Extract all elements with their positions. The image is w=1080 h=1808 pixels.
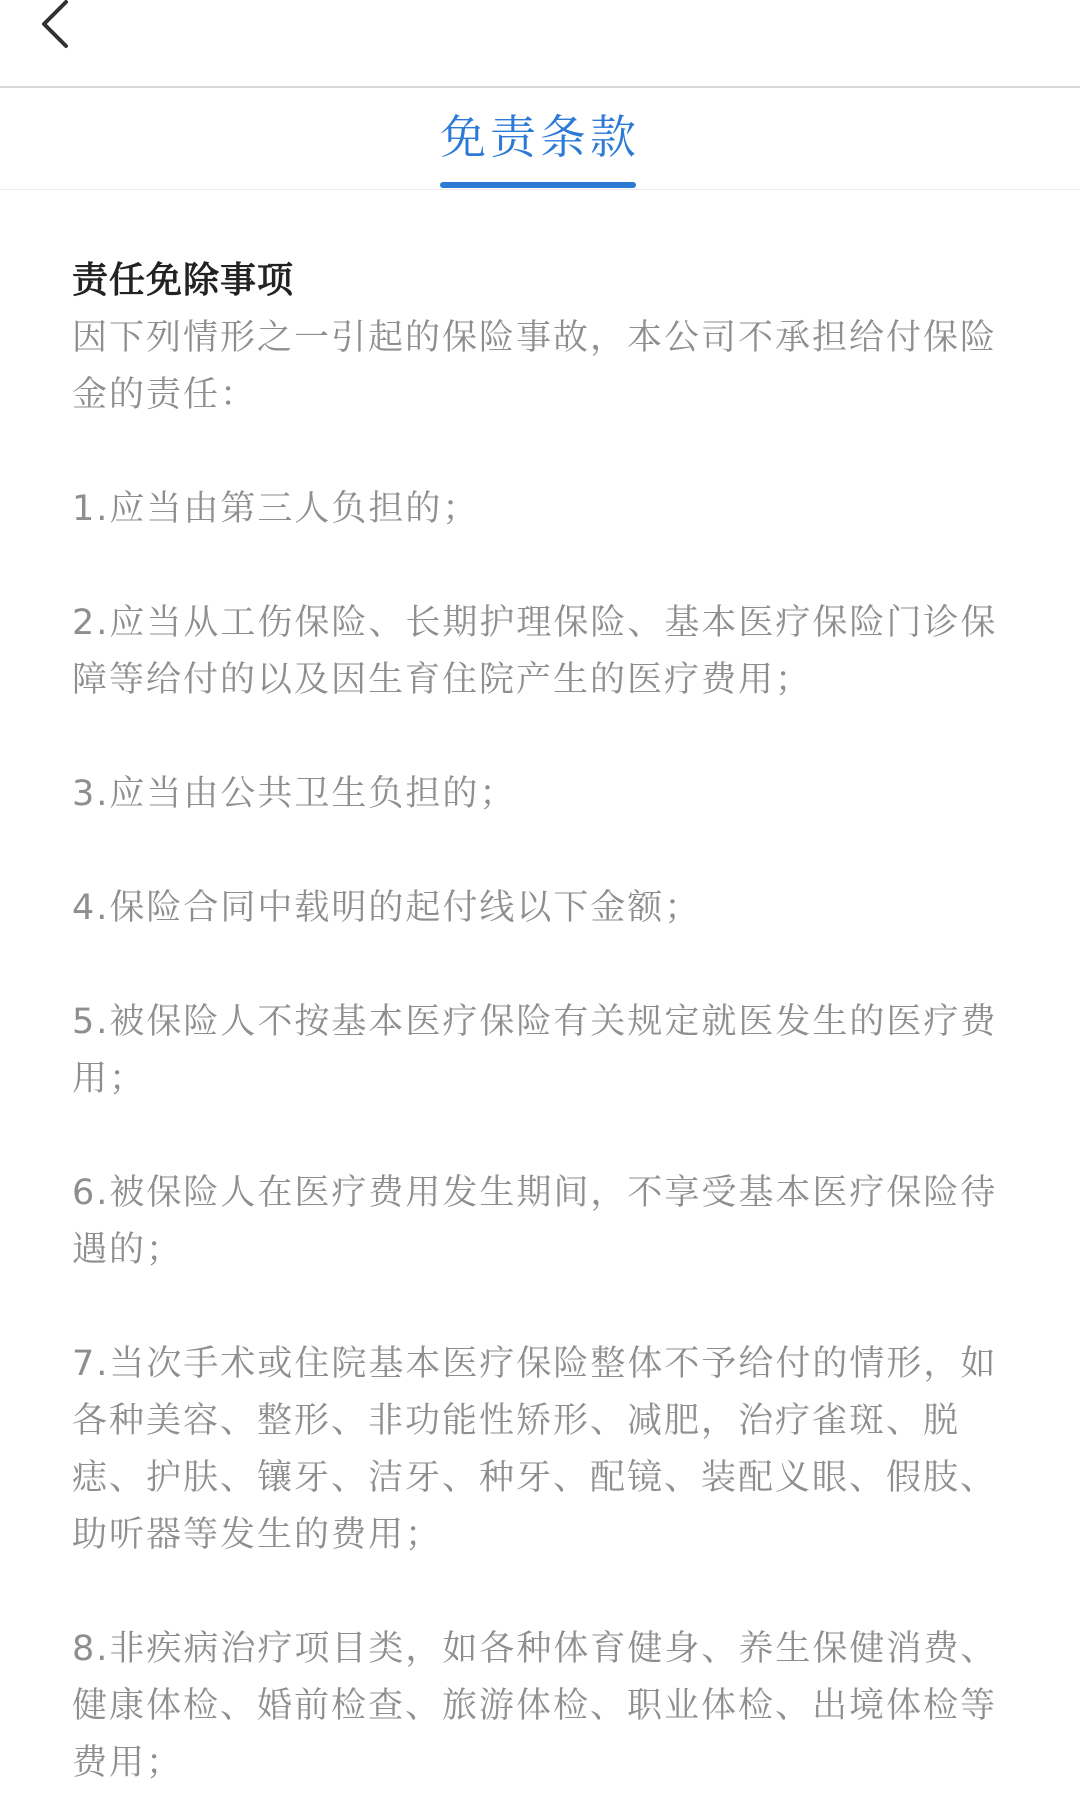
list-item: 2.应当从工伤保险、长期护理保险、基本医疗保险门诊保障等给付的以及因生育住院产生的医疗费用；	[72, 603, 998, 700]
tab-disclaimer[interactable]	[0, 88, 1080, 190]
section-title: 责任免除事项	[72, 260, 295, 301]
top-bar	[0, 0, 1080, 88]
clause-content	[0, 190, 1080, 1792]
list-item: 7.当次手术或住院基本医疗保险整体不予给付的情形，如各种美容、整形、非功能性矫形、减肥，治疗雀斑、脱痣、护肤、镶牙、洁牙、种牙、配镜、装配义眼、假肢、助听器等发生的费用；	[72, 1344, 998, 1555]
list-item: 3.应当由公共卫生负担的；	[72, 774, 517, 814]
chevron-left-icon	[30, 0, 90, 56]
active-tab-indicator	[440, 182, 636, 188]
back-button[interactable]	[30, 0, 90, 56]
list-item: 5.被保险人不按基本医疗保险有关规定就医发生的医疗费用；	[72, 1002, 998, 1099]
list-item: 8.非疾病治疗项目类，如各种体育健身、养生保健消费、健康体检、婚前检查、旅游体检、职业体检、出境体检等费用；	[72, 1629, 998, 1783]
intro-text: 因下列情形之一引起的保险事故，本公司不承担给付保险金的责任：	[72, 318, 998, 415]
tab-label: 免责条款	[440, 110, 640, 164]
list-item: 4.保险合同中载明的起付线以下金额；	[72, 888, 702, 928]
tab-bar	[0, 88, 1080, 190]
list-item: 1.应当由第三人负担的；	[72, 489, 480, 529]
list-item: 6.被保险人在医疗费用发生期间，不享受基本医疗保险待遇的；	[72, 1173, 998, 1270]
